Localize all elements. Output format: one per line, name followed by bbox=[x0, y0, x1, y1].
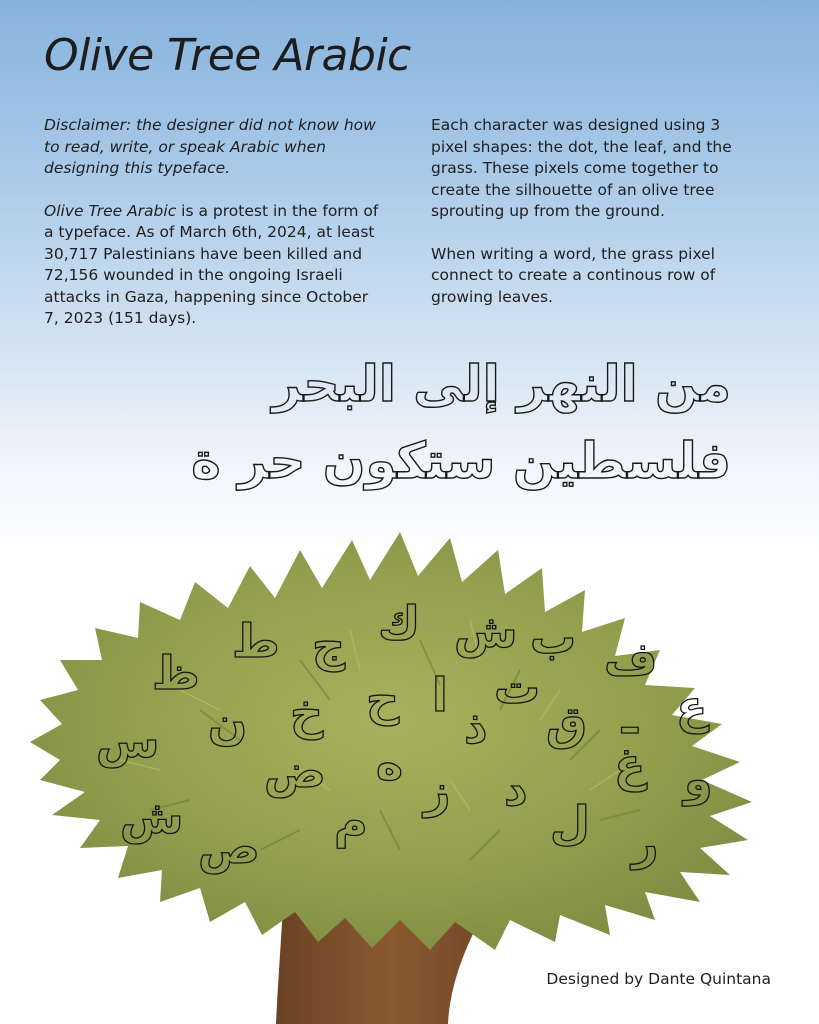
glyph-waw: و bbox=[684, 752, 713, 806]
design-paragraph: Each character was designed using 3 pixel shapes: the dot, the leaf, and the grass. These pixels come together to create the silhouette of an olive tree sprouting up from the ground. bbox=[431, 116, 732, 220]
glyph-kaf: ك bbox=[378, 596, 421, 650]
arabic-line-2: فلسطين ستكون حر ة bbox=[191, 432, 731, 490]
glyph-zah: ظ bbox=[152, 646, 200, 700]
glyph-hah: ح bbox=[366, 672, 400, 726]
glyph-ba: ب bbox=[530, 610, 577, 664]
glyph-ta: ت bbox=[494, 660, 541, 714]
glyph-lam: ل bbox=[550, 796, 590, 850]
designer-credit: Designed by Dante Quintana bbox=[546, 970, 771, 988]
glyph-alif: ا bbox=[432, 668, 448, 722]
glyph-sad: ص bbox=[198, 820, 260, 874]
glyph-seen: س bbox=[96, 714, 160, 768]
glyph-meem: م bbox=[334, 794, 368, 848]
glyph-qaf: ق bbox=[546, 696, 588, 750]
writing-paragraph: When writing a word, the grass pixel connect to create a continous row of growing leaves. bbox=[431, 244, 716, 306]
glyph-thal: ذ bbox=[464, 700, 488, 754]
right-column bbox=[431, 115, 751, 329]
disclaimer-text: Disclaimer: the designer did not know how to read, write, or speak Arabic when designing this typeface. bbox=[44, 116, 376, 177]
glyph-ra: ر bbox=[632, 816, 659, 870]
glyph-ha: ه bbox=[376, 736, 404, 790]
typeface-name: Olive Tree Arabic bbox=[44, 201, 177, 220]
left-column bbox=[44, 115, 384, 351]
glyph-tatweel: ـ bbox=[622, 690, 638, 744]
glyph-fa: ف bbox=[604, 632, 658, 686]
glyph-noon: ن bbox=[208, 696, 248, 750]
glyph-khah: خ bbox=[290, 686, 324, 740]
glyph-ghain: غ bbox=[614, 738, 646, 792]
glyph-dad: ض bbox=[264, 744, 326, 798]
protest-text: is a protest in the form of a typeface. As of March 6th, 2024, at least 30,717 Palestinians have been killed and 72,156 wounded in the ongoing Israeli attacks in Gaza, happening since October 7, 2023 (151 days). bbox=[44, 201, 379, 327]
glyph-tah: ط bbox=[232, 614, 280, 668]
glyph-sheen-2: ش bbox=[120, 790, 184, 844]
protest-paragraph bbox=[44, 201, 384, 330]
arabic-line-1: من النهر إلى البحر bbox=[272, 355, 731, 413]
glyph-ain: ع bbox=[676, 680, 708, 734]
glyph-dal: د bbox=[504, 762, 528, 816]
glyph-zain: ز bbox=[424, 764, 451, 818]
glyph-jeem: ج bbox=[312, 618, 346, 672]
page-title: Olive Tree Arabic bbox=[44, 30, 411, 81]
glyph-sheen: ش bbox=[454, 604, 518, 658]
